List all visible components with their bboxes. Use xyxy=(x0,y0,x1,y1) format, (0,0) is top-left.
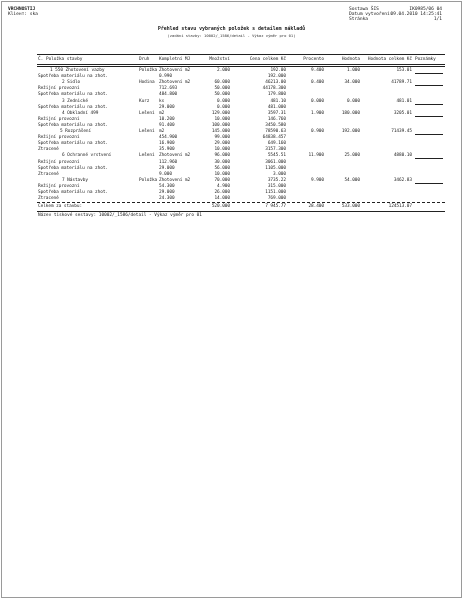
row-label: Spotřeba materiálu na zhot. xyxy=(38,190,109,195)
col-hodnota: Hodnota xyxy=(341,57,360,62)
col-poznamky: Poznámky xyxy=(415,57,436,62)
col-cislo: Č. xyxy=(38,57,44,62)
row-qty: 14.000 xyxy=(214,196,230,202)
row-total: 179.800 xyxy=(267,92,286,98)
meta-label-2: Datum vytvoření: xyxy=(349,12,393,17)
row-hod: 192.000 xyxy=(341,129,360,134)
row-mj: Zhotovení m2 xyxy=(159,80,191,86)
col-polozka: Položka stavby xyxy=(46,57,83,62)
row-hod: 180.000 xyxy=(341,110,360,116)
row-druh: Hodina xyxy=(139,80,155,86)
totals-qty: 520.000 xyxy=(211,204,230,209)
detail-row xyxy=(2,160,461,166)
row-mj: m2 xyxy=(159,129,165,134)
row-total: 44178.300 xyxy=(262,86,286,92)
row-qty: 29.000 xyxy=(214,141,230,147)
row-label: Spotřeba materiálu na zhot. xyxy=(38,92,109,98)
row-hod: 25.000 xyxy=(344,153,360,159)
row-qty: 96.000 xyxy=(214,153,230,159)
row-pct: 1.900 xyxy=(311,110,324,116)
report-page xyxy=(1,1,462,598)
row-druh: Položka xyxy=(139,177,158,183)
company-name: VRCHNOSTIJ xyxy=(8,7,36,12)
row-total: 3450.580 xyxy=(265,122,286,128)
report-title: Přehled stavu vybraných položek s detailem nákladů xyxy=(157,26,306,32)
row-label: 7 Nástavby xyxy=(62,177,88,183)
row-pct: 0.400 xyxy=(311,80,324,86)
row-total: 3735.22 xyxy=(267,177,286,183)
row-label: Spotřeba materiálu na zhot. xyxy=(38,165,109,171)
row-celkem: 4880.10 xyxy=(393,153,412,159)
row-total: 3157.300 xyxy=(265,147,286,153)
row-total: 46213.00 xyxy=(265,80,286,86)
totals-row xyxy=(2,204,461,210)
row-total: 1151.000 xyxy=(265,190,286,195)
detail-row xyxy=(2,105,461,111)
row-label: Spotřeba materiálu na zhot. xyxy=(38,122,109,128)
row-pct: 9.400 xyxy=(311,68,324,73)
row-qty: 4.900 xyxy=(217,183,230,189)
row-druh: Položka xyxy=(139,68,158,73)
row-druh: Lešení xyxy=(139,153,155,159)
totals-celkem: 124513.07 xyxy=(388,204,412,209)
row-qty: 0.000 xyxy=(217,104,230,110)
row-total: 192.000 xyxy=(267,74,286,80)
meta-value-2: 09.04.2010 14:25:41 xyxy=(390,12,442,17)
row-total: 5545.51 xyxy=(267,153,286,159)
footer-note: Název tiskové sestavy: 10002/_1586/detail - Výkaz výměr pro 01 xyxy=(38,213,202,218)
row-hod: 0.000 xyxy=(347,98,360,104)
row-label: Režijní provozní xyxy=(38,159,80,165)
item-row xyxy=(2,178,461,184)
row-total: 1105.000 xyxy=(265,165,286,171)
row-celkem: 3205.01 xyxy=(393,110,412,116)
detail-row xyxy=(2,92,461,98)
row-total: 3597.31 xyxy=(267,110,286,116)
col-mnozstvi: Množství xyxy=(209,57,230,62)
row-mj: 16.900 xyxy=(159,141,175,147)
totals-rule xyxy=(37,202,445,203)
row-celkem: 481.01 xyxy=(396,98,412,104)
row-celkem: 41789.71 xyxy=(391,80,412,86)
totals-pct: 28.400 xyxy=(308,204,324,209)
row-label: Režijní provozní xyxy=(38,116,80,122)
row-label: Ztracené xyxy=(38,196,59,202)
row-mj: 35.900 xyxy=(159,147,175,153)
row-total: 3061.000 xyxy=(265,159,286,165)
row-total: 78590.63 xyxy=(265,129,286,134)
report-subtitle: (zadání stavby: 10002/_1586/detail - Výkaz výměr pro 01) xyxy=(167,33,296,38)
row-druh: Lešení xyxy=(139,110,155,116)
row-qty: 10.000 xyxy=(214,116,230,122)
row-mj: 29.000 xyxy=(159,165,175,171)
row-label: Spotřeba materiálu na zhot. xyxy=(38,74,109,80)
row-label: Ztracené xyxy=(38,171,59,177)
meta-label-3: Stránka xyxy=(349,17,369,22)
row-qty: 26.000 xyxy=(214,190,230,195)
col-druh: Druh xyxy=(139,57,150,62)
totals-total: 7 945.77 xyxy=(265,204,286,209)
row-qty: 56.000 xyxy=(214,165,230,171)
row-label: 3 Zednické xyxy=(62,98,88,104)
row-druh: Kurz xyxy=(139,98,150,104)
header-rule-top xyxy=(37,54,445,55)
row-total: 192.00 xyxy=(270,68,286,73)
row-mj: Zhotovení m2 xyxy=(159,68,191,73)
row-qty: 0.000 xyxy=(217,98,230,104)
row-label: Režijní provozní xyxy=(38,86,80,92)
row-pct: 11.900 xyxy=(308,153,324,159)
row-total: 769.000 xyxy=(267,196,286,202)
column-header-row xyxy=(2,57,461,63)
row-label: 5 Rozprášení xyxy=(60,129,92,134)
row-celkem: 71439.45 xyxy=(391,129,412,134)
detail-row xyxy=(2,184,461,190)
detail-row xyxy=(2,123,461,129)
row-mj: 0.990 xyxy=(159,74,172,80)
client-name: Kliент: ska xyxy=(8,12,38,17)
row-total: 481.10 xyxy=(270,98,286,104)
row-mj: 10.200 xyxy=(159,116,175,122)
row-total: 64838.457 xyxy=(262,135,286,141)
detail-row xyxy=(2,141,461,147)
row-mj: 91.400 xyxy=(159,122,175,128)
meta-value-3: 1/1 xyxy=(433,17,442,22)
row-mj: 712.693 xyxy=(159,86,178,92)
row-label: Ztracené xyxy=(38,147,59,153)
item-row xyxy=(2,153,461,159)
row-mj: 29.000 xyxy=(159,104,175,110)
row-hod: 1.000 xyxy=(347,68,360,73)
row-mj: 112.960 xyxy=(159,159,178,165)
totals-hod: 533.000 xyxy=(341,204,360,209)
footer-rule xyxy=(37,211,445,212)
row-mj: Zhotovení m2 xyxy=(159,177,191,183)
detail-row xyxy=(2,117,461,123)
row-label: Spotřeba materiálu na zhot. xyxy=(38,104,109,110)
row-pct: 0.900 xyxy=(311,129,324,134)
detail-row xyxy=(2,190,461,196)
row-mj: 484.800 xyxy=(159,92,178,98)
col-cena: Cena celkem Kč xyxy=(249,57,286,62)
row-mj: 29.000 xyxy=(159,190,175,195)
row-qty: 10.000 xyxy=(214,171,230,177)
header-rule-bottom xyxy=(37,64,445,67)
row-label: 2 Sidlo xyxy=(62,80,81,86)
row-total: 3.000 xyxy=(273,171,286,177)
row-hod: 54.000 xyxy=(344,177,360,183)
row-label: 1 550 Zhotovení vazby xyxy=(50,68,105,73)
detail-row xyxy=(2,166,461,172)
row-qty: 145.000 xyxy=(211,129,230,134)
col-mj: Kompletní MJ xyxy=(159,57,191,62)
row-pct: 9.900 xyxy=(311,177,324,183)
row-druh: Lešení xyxy=(139,129,155,134)
row-qty: 129.000 xyxy=(211,110,230,116)
row-qty: 60.000 xyxy=(214,80,230,86)
row-total: 315.000 xyxy=(267,183,286,189)
row-label: Režijní provozní xyxy=(38,183,80,189)
row-total: 481.000 xyxy=(267,104,286,110)
col-celkem: Hodnota celkem Kč xyxy=(367,57,412,62)
row-mj: m2 xyxy=(159,110,165,116)
row-pct: 0.000 xyxy=(311,98,324,104)
totals-label: Celkem za stavbu: xyxy=(38,204,83,209)
row-label: 4 Obkladní 499 xyxy=(62,110,99,116)
detail-row xyxy=(2,172,461,178)
row-mj: 454.900 xyxy=(159,135,178,141)
row-qty: 50.000 xyxy=(214,92,230,98)
col-procento: Procento xyxy=(303,57,324,62)
row-mj: Zhotovení m2 xyxy=(159,153,191,159)
row-label: 6 Ochranné vrstvení xyxy=(62,153,112,159)
row-qty: 99.000 xyxy=(214,135,230,141)
meta-value-1: IK0985/06 04 xyxy=(409,7,442,12)
row-label: Režijní provozní xyxy=(38,135,80,141)
row-qty: 2.000 xyxy=(217,68,230,73)
row-qty: 70.000 xyxy=(214,177,230,183)
meta-label-1: Sostawa ŠIS xyxy=(349,7,379,12)
item-row xyxy=(2,99,461,105)
item-row xyxy=(2,111,461,117)
row-mj: 54.300 xyxy=(159,183,175,189)
row-qty: 10.000 xyxy=(214,147,230,153)
row-label: Spotřeba materiálu na zhot. xyxy=(38,141,109,147)
row-hod: 34.000 xyxy=(344,80,360,86)
row-total: 649.160 xyxy=(267,141,286,147)
row-celkem: 153.01 xyxy=(396,68,412,73)
row-qty: 100.000 xyxy=(211,122,230,128)
row-mj: 9.000 xyxy=(159,171,172,177)
row-qty: 30.000 xyxy=(214,159,230,165)
row-celkem: 3462.83 xyxy=(393,177,412,183)
row-qty: 50.000 xyxy=(214,86,230,92)
row-mj: ks xyxy=(159,98,165,104)
row-total: 146.760 xyxy=(267,116,286,122)
row-mj: 24.300 xyxy=(159,196,175,202)
